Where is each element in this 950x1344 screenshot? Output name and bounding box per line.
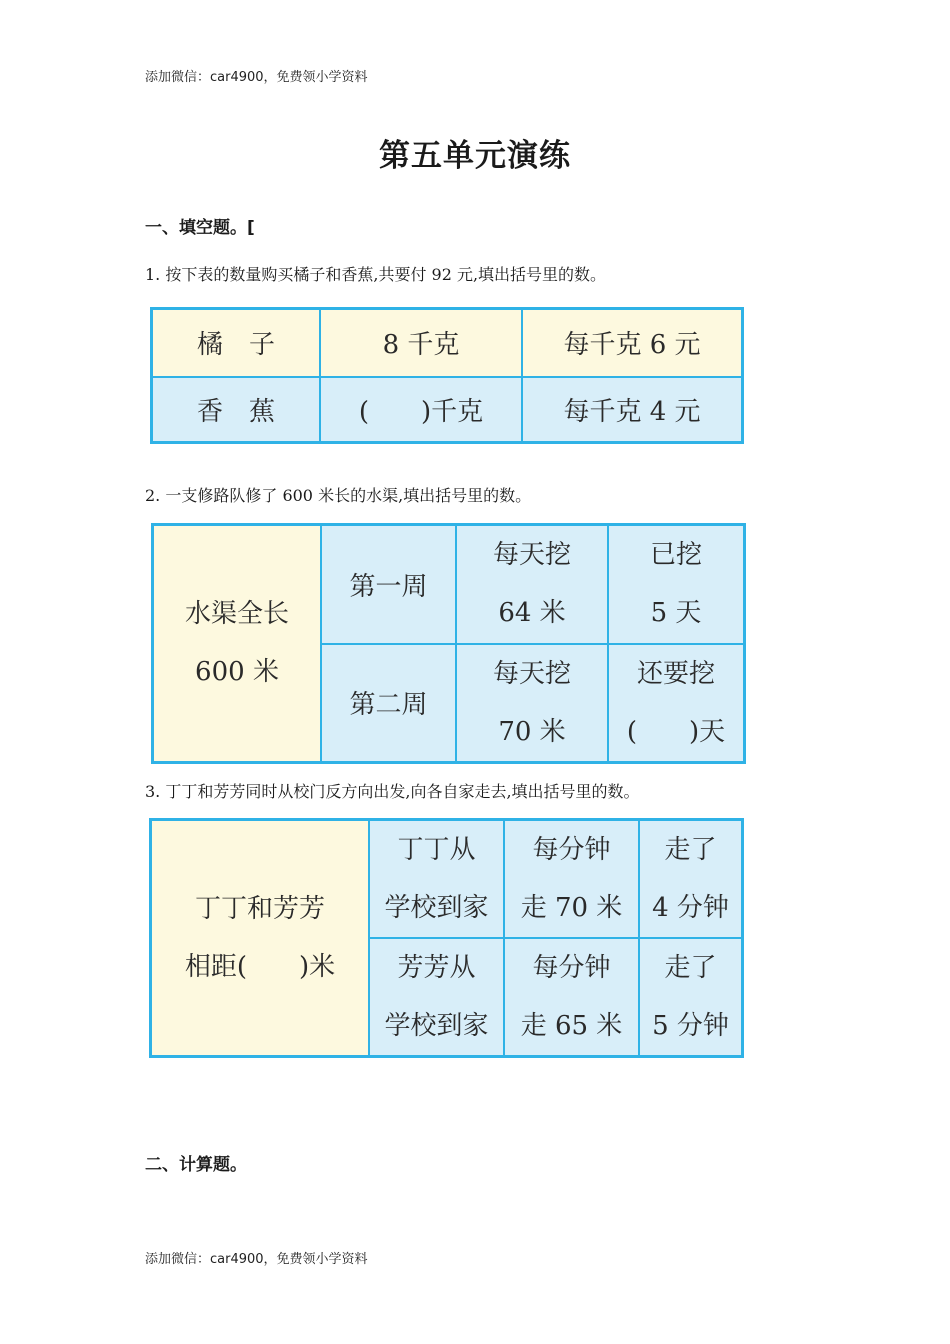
cell-line: 5 分钟 xyxy=(652,1011,729,1041)
cell-line: 64 米 xyxy=(498,598,566,629)
table-cell xyxy=(456,644,608,763)
cell-line: 丁丁和芳芳 xyxy=(194,894,325,924)
table-cell xyxy=(456,525,608,644)
table-cell: 橘 子 xyxy=(152,309,321,377)
table-cell xyxy=(608,525,745,644)
cell-line: 每天挖 xyxy=(492,540,571,571)
table-cell-distance xyxy=(151,820,370,1057)
cell-line: 4 分钟 xyxy=(652,893,729,923)
table-cell xyxy=(639,938,743,1057)
cell-line: 每天挖 xyxy=(492,658,571,689)
table-cell: 每千克 4 元 xyxy=(522,377,743,443)
section-calculation: 二、计算题。 xyxy=(145,1155,247,1175)
cell-line: 还要挖 xyxy=(636,658,715,689)
cell-line: 走 65 米 xyxy=(520,1011,623,1041)
table-cell: ( )千克 xyxy=(320,377,522,443)
cell-line: 学校到家 xyxy=(384,893,489,923)
cell-line: ( )天 xyxy=(626,716,726,747)
cell-line: 走了 xyxy=(664,953,717,983)
table-cell xyxy=(639,820,743,939)
cell-line: 5 天 xyxy=(650,598,702,629)
cell-line: 学校到家 xyxy=(384,1011,489,1041)
question-2-table xyxy=(151,523,746,764)
page-header: 添加微信：car4900，免费领小学资料 xyxy=(145,70,368,85)
question-1-table xyxy=(150,307,744,444)
cell-line: 水渠全长 xyxy=(184,599,289,630)
cell-line: 每分钟 xyxy=(532,835,611,865)
table-cell xyxy=(608,644,745,763)
cell-line: 芳芳从 xyxy=(397,953,476,983)
table-cell-total xyxy=(153,525,322,763)
cell-line: 每分钟 xyxy=(532,953,611,983)
table-row xyxy=(152,377,743,443)
question-3-table xyxy=(149,818,744,1058)
cell-line: 70 米 xyxy=(498,716,566,747)
table-cell: 8 千克 xyxy=(320,309,522,377)
table-row xyxy=(151,820,743,939)
table-cell-week-1: 第一周 xyxy=(321,525,456,644)
cell-line: 已挖 xyxy=(649,540,702,571)
table-cell xyxy=(369,820,504,939)
cell-line: 600 米 xyxy=(195,657,279,688)
table-cell: 香 蕉 xyxy=(152,377,321,443)
table-cell-week-2: 第二周 xyxy=(321,644,456,763)
cell-line: 走了 xyxy=(664,835,717,865)
section-fill-in: 一、填空题。[ xyxy=(145,218,255,238)
table-row xyxy=(152,309,743,377)
cell-line: 相距( )米 xyxy=(184,952,336,982)
question-1-text: 1. 按下表的数量购买橘子和香蕉,共要付 92 元,填出括号里的数。 xyxy=(145,265,607,284)
cell-line: 走 70 米 xyxy=(520,893,623,923)
table-row xyxy=(153,525,745,644)
table-cell: 每千克 6 元 xyxy=(522,309,743,377)
table-cell xyxy=(504,820,639,939)
cell-line: 丁丁从 xyxy=(397,835,476,865)
table-cell xyxy=(504,938,639,1057)
page-title: 第五单元演练 xyxy=(379,138,571,174)
question-3-text: 3. 丁丁和芳芳同时从校门反方向出发,向各自家走去,填出括号里的数。 xyxy=(145,782,640,801)
page-footer: 添加微信：car4900，免费领小学资料 xyxy=(145,1252,368,1267)
question-2-text: 2. 一支修路队修了 600 米长的水渠,填出括号里的数。 xyxy=(145,486,532,505)
table-cell xyxy=(369,938,504,1057)
